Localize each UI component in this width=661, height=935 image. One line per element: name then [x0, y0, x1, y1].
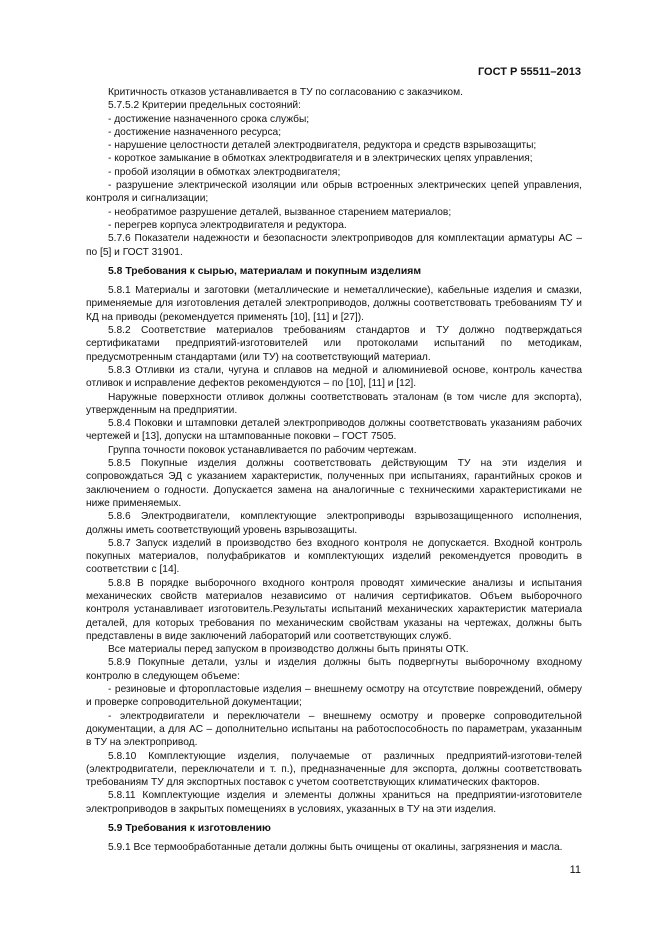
- page-number: 11: [569, 864, 581, 876]
- list-item: - достижение назначенного срока службы;: [108, 113, 310, 125]
- paragraph: 5.8.2 Соответствие материалов требованиям стандартов и ТУ должно подтверждаться сертификатами предприятий-изготовителей или протоколами испытаний по методикам, предусмотренным стандартами (или ТУ) на соответствующий материал.: [86, 325, 582, 363]
- paragraph: Группа точности поковок устанавливается по рабочим чертежам.: [108, 444, 417, 456]
- paragraph: 5.8.3 Отливки из стали, чугуна и сплавов на медной и алюминиевой основе, контроль качества отливок и исправление дефектов рекомендуются – по [10], [11] и [12].: [86, 364, 582, 390]
- paragraph: 5.8.8 В порядке выборочного входного контроля проводят химические анализы и испытания механических свойств материалов независимо от наличия сертификатов. Объем выборочного контроля устанавливает изготовитель.Результаты испытаний механических характеристик материала деталей, для которых требования по механическим свойствам указаны на чертежах, должны быть представлены в виде заключений лабораторий или соответствующих служб.: [86, 577, 582, 642]
- paragraph: Наружные поверхности отливок должны соответствовать эталонам (в том числе для экспорта), утвержденным на предприятии.: [86, 391, 582, 416]
- paragraph: 5.8.6 Электродвигатели, комплектующие электроприводы взрывозащищенного исполнения, должны иметь соответствующий уровень взрывозащиты.: [86, 511, 582, 536]
- section-heading-5-8: 5.8 Требования к сырью, материалам и покупным изделиям: [108, 265, 422, 277]
- paragraph: 5.8.9 Покупные детали, узлы и изделия должны быть подвергнуты выборочному входному контролю в следующем объеме:: [86, 657, 582, 682]
- section-heading-5-9: 5.9 Требования к изготовлению: [108, 823, 271, 835]
- paragraph: 5.8.4 Поковки и штамповки деталей электроприводов должны соответствовать указаниям рабочих чертежей и [13], допуски на штампованные поковки – ГОСТ 7505.: [86, 418, 582, 443]
- paragraph: Критичность отказов устанавливается в ТУ по согласованию с заказчиком.: [108, 87, 463, 98]
- paragraph: 5.8.1 Материалы и заготовки (металлические и неметаллические), кабельные изделия и смазки, применяемые для изготовления деталей электроприводов, должны соответствовать требованиям ТУ и КД на приводы (рекомендуется применять [10], [11] и [27]).: [86, 285, 582, 323]
- paragraph: 5.8.10 Комплектующие изделия, получаемые от различных предприятий-изготови-телей (электродвигатели, переключатели и т. п.), предназначенные для экспорта, должны соответствовать требованиям ТУ для экспортных поставок с учетом соответствующих климатических факторов.: [86, 750, 582, 789]
- list-item: - разрушение электрической изоляции или обрыв встроенных электрических цепей управления, контроля и сигнализации;: [86, 180, 582, 205]
- paragraph: 5.7.6 Показатели надежности и безопасности электроприводов для комплектации арматуры АС – по [5] и ГОСТ 31901.: [86, 233, 582, 258]
- list-item: - необратимое разрушение деталей, вызванное старением материалов;: [108, 206, 452, 218]
- paragraph: 5.9.1 Все термообработанные детали должны быть очищены от окалины, загрязнения и масла.: [108, 842, 563, 854]
- list-item: - перегрев корпуса электродвигателя и редуктора.: [108, 219, 347, 231]
- paragraph: 5.7.5.2 Критерии предельных состояний:: [108, 100, 301, 112]
- list-item: - достижение назначенного ресурса;: [108, 126, 282, 138]
- paragraph: 5.8.5 Покупные изделия должны соответствовать действующим ТУ на эти изделия и сопровождаться ЭД с указанием характеристик, полученных при испытаниях, гарантийных сроков и заключением о годности. Допускается замена на аналогичные с техническими характеристиками не ниже применяемых.: [86, 458, 582, 509]
- paragraph: Все материалы перед запуском в производство должны быть приняты ОТК.: [108, 644, 469, 656]
- paragraph: 5.8.11 Комплектующие изделия и элементы должны храниться на предприятии-изготовителе электроприводов в закрытых помещениях в условиях, указанных в ТУ на эти изделия.: [86, 790, 582, 815]
- list-item: - резиновые и фторопластовые изделия – внешнему осмотру на отсутствие повреждений, обмеру и проверке сопроводительной документации;: [86, 684, 582, 709]
- list-item: - короткое замыкание в обмотках электродвигателя и в электрических цепях управления;: [108, 153, 533, 165]
- paragraph: 5.8.7 Запуск изделий в производство без входного контроля не допускается. Входной контроль покупных материалов, полуфабрикатов и комплектующих изделий рекомендуется проводить в соответствии с [14].: [86, 537, 582, 576]
- list-item: - электродвигатели и переключатели – внешнему осмотру и проверке сопроводительной документации, а для АС – дополнительно испытаны на работоспособность по параметрам, указанным в ТУ на электропривод.: [86, 710, 582, 749]
- list-item: - пробой изоляции в обмотках электродвигателя;: [108, 166, 341, 178]
- standard-number: ГОСТ Р 55511–2013: [477, 66, 581, 78]
- body-text: [86, 86, 582, 855]
- list-item: - нарушение целостности деталей электродвигателя, редуктора и средств взрывозащиты;: [108, 140, 537, 152]
